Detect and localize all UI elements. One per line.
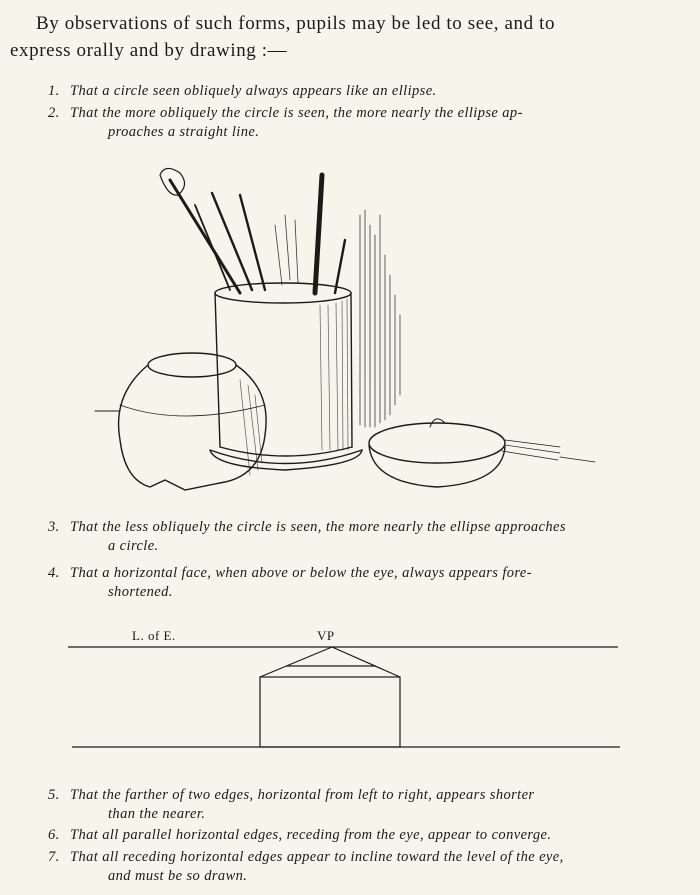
item-text: That the more obliquely the circle is seen, the more nearly the ellipse ap- bbox=[70, 105, 523, 121]
right-receding-edge bbox=[332, 647, 400, 677]
item-number: 2. bbox=[48, 105, 60, 121]
intro-line-1: By observations of such forms, pupils may be led to see, and to bbox=[36, 13, 556, 34]
perspective-diagram bbox=[60, 620, 630, 760]
item-text: That the less obliquely the circle is seen, the more nearly the ellipse approaches bbox=[70, 519, 566, 535]
list-item-1 bbox=[48, 82, 688, 101]
item-text-continued: and must be so drawn. bbox=[108, 868, 248, 884]
item-number: 6. bbox=[48, 827, 60, 843]
item-number: 7. bbox=[48, 849, 60, 865]
item-number: 3. bbox=[48, 519, 60, 535]
item-text: That all parallel horizontal edges, receding from the eye, appear to converge. bbox=[70, 827, 552, 843]
item-text: That a horizontal face, when above or below the eye, always appears fore- bbox=[70, 565, 532, 581]
list-item-2 bbox=[48, 104, 688, 142]
item-text-continued: a circle. bbox=[108, 538, 159, 554]
intro-paragraph bbox=[10, 10, 680, 64]
list-item-4 bbox=[48, 564, 688, 602]
item-text-continued: shortened. bbox=[108, 584, 173, 600]
item-text: That all receding horizontal edges appear to incline toward the level of the eye, bbox=[70, 849, 564, 865]
box-front-face bbox=[260, 677, 400, 747]
list-item-5 bbox=[48, 786, 688, 824]
item-number: 4. bbox=[48, 565, 60, 581]
item-text-continued: proaches a straight line. bbox=[108, 124, 260, 140]
left-receding-edge bbox=[260, 647, 332, 677]
item-text-continued: than the nearer. bbox=[108, 806, 206, 822]
item-text: That the farther of two edges, horizontal from left to right, appears shorter bbox=[70, 787, 535, 803]
eye-level-label: L. of E. bbox=[132, 628, 176, 643]
item-number: 5. bbox=[48, 787, 60, 803]
list-item-3 bbox=[48, 518, 688, 556]
list-item-7 bbox=[48, 848, 688, 886]
intro-line-2: express orally and by drawing :— bbox=[10, 40, 288, 61]
vanishing-point-label: VP bbox=[317, 628, 335, 643]
list-item-6 bbox=[48, 826, 688, 845]
item-text: That a circle seen obliquely always appears like an ellipse. bbox=[70, 83, 437, 99]
still-life-illustration bbox=[90, 165, 610, 510]
item-number: 1. bbox=[48, 83, 60, 99]
